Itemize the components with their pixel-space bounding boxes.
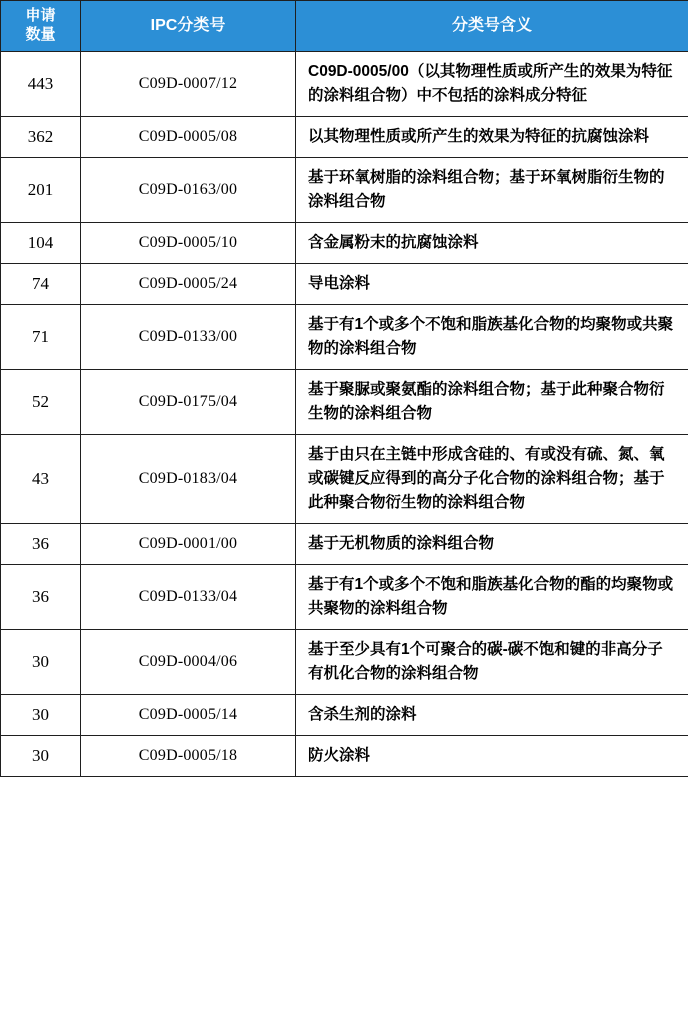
cell-meaning: 基于有1个或多个不饱和脂族基化合物的均聚物或共聚物的涂料组合物 — [296, 304, 688, 369]
table-row — [1, 222, 688, 263]
cell-meaning: 基于无机物质的涂料组合物 — [296, 523, 688, 564]
cell-meaning: 基于聚脲或聚氨酯的涂料组合物；基于此种聚合物衍生物的涂料组合物 — [296, 369, 688, 434]
cell-meaning: 基于环氧树脂的涂料组合物；基于环氧树脂衍生物的涂料组合物 — [296, 157, 688, 222]
table-row — [1, 369, 688, 434]
cell-meaning: 基于至少具有1个可聚合的碳-碳不饱和键的非高分子有机化合物的涂料组合物 — [296, 629, 688, 694]
cell-meaning: 含金属粉末的抗腐蚀涂料 — [296, 222, 688, 263]
table-row — [1, 564, 688, 629]
cell-ipc-code: C09D-0005/08 — [81, 116, 296, 157]
cell-count: 30 — [1, 629, 81, 694]
cell-ipc-code: C09D-0001/00 — [81, 523, 296, 564]
cell-ipc-code: C09D-0005/24 — [81, 263, 296, 304]
table-body — [1, 51, 688, 776]
column-header-count — [1, 1, 81, 52]
table-row — [1, 157, 688, 222]
cell-meaning: 防火涂料 — [296, 735, 688, 776]
table-row — [1, 304, 688, 369]
cell-ipc-code: C09D-0004/06 — [81, 629, 296, 694]
table-row — [1, 735, 688, 776]
table-row — [1, 629, 688, 694]
column-header-count-line1: 申请 — [25, 7, 56, 24]
cell-meaning: C09D-0005/00（以其物理性质或所产生的效果为特征的涂料组合物）中不包括的涂料成分特征 — [296, 51, 688, 116]
cell-meaning: 基于由只在主链中形成含硅的、有或没有硫、氮、氧或碳键反应得到的高分子化合物的涂料组合物；基于此种聚合物衍生物的涂料组合物 — [296, 434, 688, 523]
cell-meaning: 以其物理性质或所产生的效果为特征的抗腐蚀涂料 — [296, 116, 688, 157]
cell-ipc-code: C09D-0133/00 — [81, 304, 296, 369]
cell-ipc-code: C09D-0005/18 — [81, 735, 296, 776]
table-row — [1, 694, 688, 735]
cell-count: 36 — [1, 564, 81, 629]
cell-count: 443 — [1, 51, 81, 116]
table-row — [1, 263, 688, 304]
cell-ipc-code: C09D-0007/12 — [81, 51, 296, 116]
column-header-meaning: 分类号含义 — [296, 1, 688, 52]
cell-ipc-code: C09D-0005/10 — [81, 222, 296, 263]
cell-ipc-code: C09D-0005/14 — [81, 694, 296, 735]
table-row — [1, 51, 688, 116]
cell-count: 104 — [1, 222, 81, 263]
cell-count: 30 — [1, 694, 81, 735]
cell-count: 71 — [1, 304, 81, 369]
cell-ipc-code: C09D-0133/04 — [81, 564, 296, 629]
cell-count: 52 — [1, 369, 81, 434]
table-row — [1, 434, 688, 523]
cell-count: 36 — [1, 523, 81, 564]
cell-count: 30 — [1, 735, 81, 776]
table-row — [1, 523, 688, 564]
cell-count: 362 — [1, 116, 81, 157]
cell-count: 74 — [1, 263, 81, 304]
column-header-count-line2: 数量 — [25, 25, 56, 43]
cell-ipc-code: C09D-0175/04 — [81, 369, 296, 434]
cell-ipc-code: C09D-0163/00 — [81, 157, 296, 222]
table-header — [1, 1, 688, 52]
table-row — [1, 116, 688, 157]
cell-count: 201 — [1, 157, 81, 222]
table-header-row — [1, 1, 688, 52]
cell-ipc-code: C09D-0183/04 — [81, 434, 296, 523]
cell-meaning: 含杀生剂的涂料 — [296, 694, 688, 735]
cell-meaning: 导电涂料 — [296, 263, 688, 304]
column-header-ipc-code: IPC分类号 — [81, 1, 296, 52]
cell-meaning: 基于有1个或多个不饱和脂族基化合物的酯的均聚物或共聚物的涂料组合物 — [296, 564, 688, 629]
cell-count: 43 — [1, 434, 81, 523]
